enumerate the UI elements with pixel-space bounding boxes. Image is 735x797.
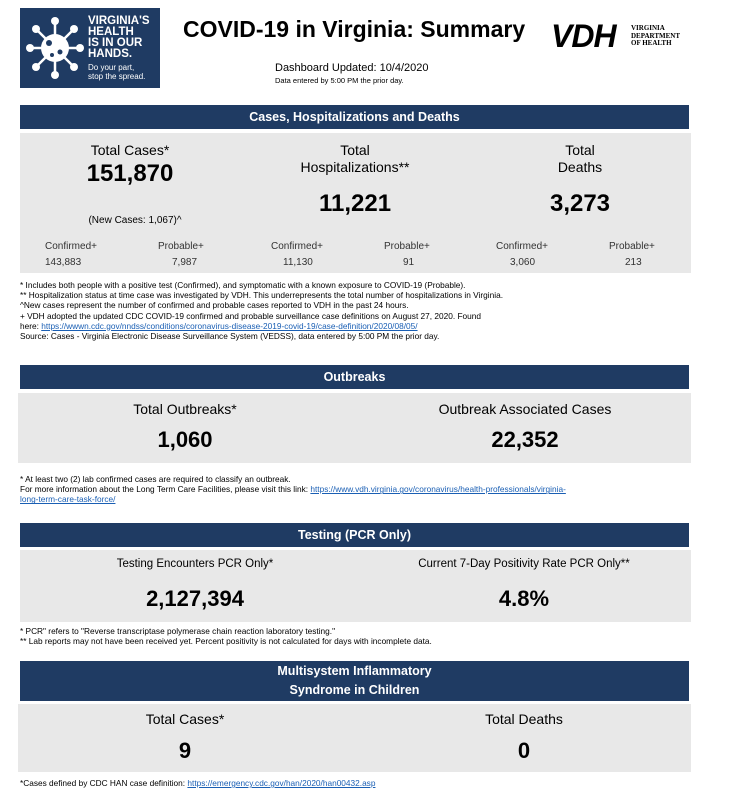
deaths-probable-label: Probable+ [609,241,655,252]
page-title: COVID-19 in Virginia: Summary [183,16,526,42]
cases-confirmed-label: Confirmed+ [45,241,97,252]
vdh-logo-line: OF HEALTH [631,39,672,47]
testing-encounters-label: Testing Encounters PCR Only* [116,558,274,570]
mis-c-total-deaths-value: 0 [517,738,531,763]
total-cases-value: 151,870 [86,160,174,187]
ltc-task-force-link-cont[interactable]: long-term-care-task-force/ [20,494,116,505]
cases-probable-value: 7,987 [172,257,198,268]
footnote [20,778,710,788]
footnote-prefix: *Cases defined by CDC HAN case definition: [20,778,188,788]
section-header-outbreaks: Outbreaks [20,365,689,389]
logo-line: VIRGINIA'S [88,15,150,27]
deaths-confirmed-label: Confirmed+ [496,241,548,252]
total-outbreaks-label: Total Outbreaks* [133,401,237,417]
vdh-logo-mark: VDH [551,18,616,54]
section-header-cases: Cases, Hospitalizations and Deaths [20,105,689,129]
cases-confirmed-value: 143,883 [45,257,82,268]
vdh-logo-text [631,25,691,48]
footnote [20,494,710,504]
positivity-rate-value: 4.8% [498,586,550,611]
footnote: ^New cases represent the number of confirmed and probable cases reported to VDH in the past 24 hours. [20,300,409,311]
footnote-prefix: here: [20,320,42,331]
ltc-task-force-link[interactable]: https://www.vdh.virginia.gov/coronavirus/health-professionals/virginia- [310,484,566,495]
deaths-value: 3,273 [549,190,611,217]
footnote [20,484,710,494]
deaths-label-line1: Total [565,142,595,158]
outbreak-associated-cases-label: Outbreak Associated Cases [438,401,612,417]
logo-line: HANDS. [88,48,133,60]
positivity-rate-label: Current 7-Day Positivity Rate PCR Only** [418,558,630,570]
mis-c-title-line1: Multisystem Inflammatory [277,664,432,678]
health-campaign-logo [20,8,160,88]
dashboard-updated: Dashboard Updated: 10/4/2020 [275,62,429,74]
deaths-confirmed-value: 3,060 [510,257,536,268]
logo-line: HEALTH [88,26,134,38]
hosp-probable-value: 91 [403,257,415,268]
outbreak-associated-cases-value: 22,352 [491,427,559,452]
total-outbreaks-value: 1,060 [157,427,213,452]
dashboard-updated-note: Data entered by 5:00 PM the prior day. [275,76,404,85]
hosp-confirmed-value: 11,130 [283,257,313,268]
footnote: + VDH adopted the updated CDC COVID-19 confirmed and probable surveillance case definitions on August 27, 2020. Found [20,310,481,321]
footnote: Source: Cases - Virginia Electronic Disease Surveillance System (VEDSS), data entered by 5:00 PM the prior day. [20,331,440,342]
mis-c-footnote [20,778,710,788]
virus-icon [26,16,84,80]
hospitalizations-value: 11,221 [318,190,392,217]
logo-headline [88,16,158,60]
mis-c-total-cases-value: 9 [178,738,192,763]
hospitalizations-label-line2: Hospitalizations** [300,159,410,175]
section-header-testing: Testing (PCR Only) [20,523,689,547]
logo-tagline [88,64,160,81]
deaths-probable-value: 213 [625,257,642,268]
footnote: ** Lab reports may not have been received yet. Percent positivity is not calculated for days with incomplete data. [20,636,432,647]
footnote [20,321,710,331]
footnote: ** Hospitalization status at time case was investigated by VDH. This underrepresents the total number of hospitalizations in Virginia. [20,290,504,301]
vdh-logo-line: DEPARTMENT [631,31,681,40]
logo-line: IS IN OUR [88,37,143,49]
cdc-han-link[interactable]: https://emergency.cdc.gov/han/2020/han00432.asp [187,778,376,788]
footnote-prefix: For more information about the Long Term Care Facilities, please visit this link: [20,484,311,495]
cases-footnotes [20,280,710,341]
testing-encounters-value: 2,127,394 [146,586,244,611]
footnote: * Includes both people with a positive test (Confirmed), and symptomatic with a known exposure to COVID-19 (Probable). [20,280,466,290]
footnote: * PCR" refers to "Reverse transcriptase polymerase chain reaction laboratory testing." [20,626,336,636]
hospitalizations-label-line1: Total [340,142,370,158]
logo-tagline-line: Do your part, [88,63,135,72]
testing-footnotes [20,626,710,646]
hosp-confirmed-label: Confirmed+ [271,241,323,252]
footnote: * At least two (2) lab confirmed cases are required to classify an outbreak. [20,474,291,484]
cdc-case-definition-link[interactable]: https://wwwn.cdc.gov/nndss/conditions/coronavirus-disease-2019-covid-19/case-definition/2020/08/05/ [41,320,418,331]
outbreaks-footnotes [20,474,710,505]
total-cases-label: Total Cases* [90,142,170,158]
mis-c-total-deaths-label: Total Deaths [485,711,563,727]
new-cases: (New Cases: 1,067)^ [88,215,182,226]
mis-c-total-cases-label: Total Cases* [145,711,225,727]
cases-probable-label: Probable+ [158,241,204,252]
hosp-probable-label: Probable+ [384,241,430,252]
deaths-label-line2: Deaths [557,159,603,175]
mis-c-title-line2: Syndrome in Children [289,683,420,697]
vdh-logo-line: VIRGINIA [631,24,665,32]
logo-tagline-line: stop the spread. [88,71,146,81]
